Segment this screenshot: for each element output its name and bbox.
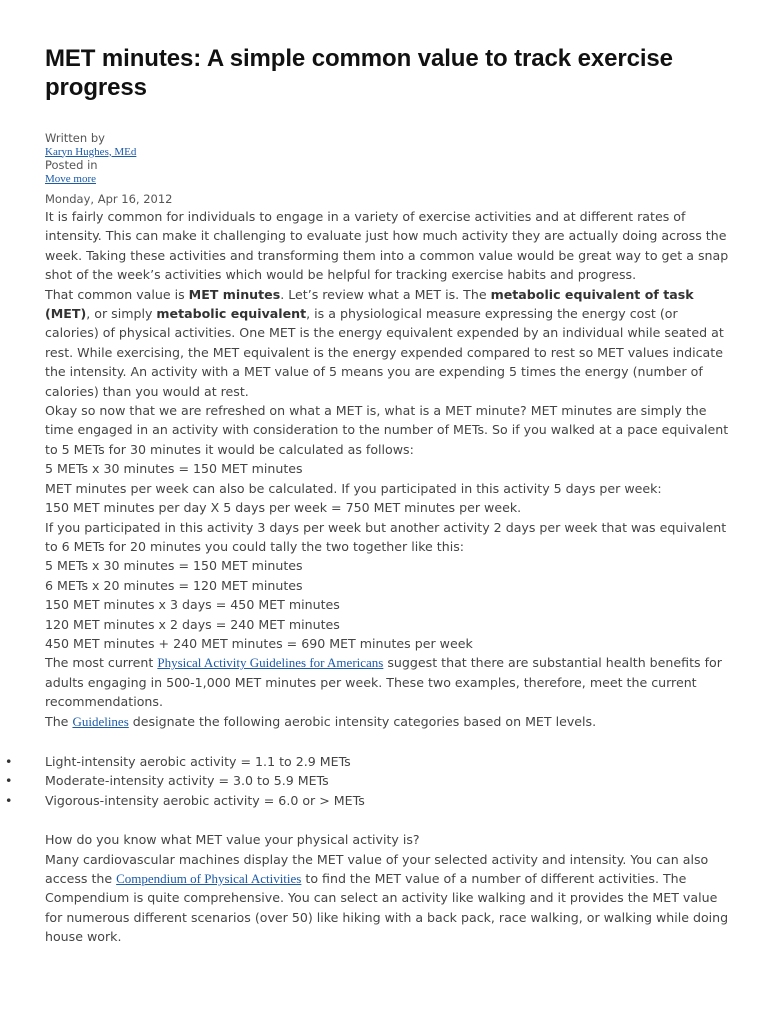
calculation-line: 5 METs x 30 minutes = 150 MET minutes	[45, 558, 303, 574]
bold-term: MET minutes	[188, 286, 281, 302]
category-link[interactable]: Move more	[45, 172, 97, 185]
article	[5, 44, 735, 947]
paragraph: It is fairly common for individuals to engage in a variety of exercise activities and at different rates of intensity. This can make it challenging to evaluate just how much activity they are actually doing across the week. Taking these activities and transforming them into a common value would be great way to get a snap shot of the week’s activities which would be helpful for tracking exercise habits and progress.	[45, 209, 729, 283]
article-title: MET minutes: A simple common value to track exercise progress	[45, 45, 673, 101]
paragraph: How do you know what MET value your physical activity is?	[45, 832, 420, 848]
list-item: • Moderate-intensity activity = 3.0 to 5.9 METs	[45, 771, 735, 790]
bullet-icon: •	[5, 753, 13, 769]
article-body	[5, 207, 735, 947]
paragraph: If you participated in this activity 3 days per week but another activity 2 days per week that was equivalent to 6 METs for 20 minutes you could tally the two together like this:	[45, 519, 727, 554]
intensity-list	[5, 752, 735, 810]
calculation-line: 5 METs x 30 minutes = 150 MET minutes	[45, 461, 303, 477]
written-by-label: Written by	[45, 131, 105, 145]
calculation-line: 6 METs x 20 minutes = 120 MET minutes	[45, 577, 303, 593]
bullet-icon: •	[5, 773, 13, 789]
article-meta	[45, 132, 735, 186]
author-link[interactable]: Karyn Hughes, MEd	[45, 145, 137, 158]
paragraph: That common value is MET minutes. Let’s review what a MET is. The metabolic equivalent of task (MET), or simply metabolic equivalent, is a physiological measure expressing the energy cost (or calories) of physical activities. One MET is the energy equivalent expended by an individual while seated at rest. While exercising, the MET equivalent is the energy expended compared to rest so MET values indicate the intensity. An activity with a MET value of 5 means you are expending 5 times the energy (number of calories) than you would at rest.	[45, 286, 724, 399]
paragraph: Many cardiovascular machines display the MET value of your selected activity and intensity. You can also access the Compendium of Physical Activities to find the MET value of a number of different activities. The Compendium is quite comprehensive. You can select an activity like walking and it provides the MET value for numerous different scenarios (over 50) like hiking with a back pack, race walking, or walking while doing house work.	[45, 851, 729, 945]
posted-in-label: Posted in	[45, 158, 98, 172]
paragraph: MET minutes per week can also be calculated. If you participated in this activity 5 days per week:	[45, 480, 662, 496]
paragraph: The Guidelines designate the following aerobic intensity categories based on MET levels.	[45, 713, 597, 729]
bold-term: metabolic equivalent of task (MET)	[45, 286, 694, 322]
calculation-line: 150 MET minutes x 3 days = 450 MET minutes	[45, 597, 340, 613]
calculation-line: 450 MET minutes + 240 MET minutes = 690 MET minutes per week	[45, 635, 473, 651]
paragraph: The most current Physical Activity Guidelines for Americans suggest that there are substantial health benefits for adults engaging in 500-1,000 MET minutes per week. These two examples, therefore, meet the current recommendations.	[45, 655, 722, 710]
calculation-line: 150 MET minutes per day X 5 days per week = 750 MET minutes per week.	[45, 500, 522, 516]
guidelines-for-americans-link[interactable]: Physical Activity Guidelines for Americans	[157, 655, 384, 671]
bullet-icon: •	[5, 792, 13, 808]
bold-term: metabolic equivalent	[156, 306, 307, 322]
list-item: • Vigorous-intensity aerobic activity = 6.0 or > METs	[45, 791, 735, 810]
calculation-line: 120 MET minutes x 2 days = 240 MET minutes	[45, 616, 340, 632]
guidelines-link[interactable]: Guidelines	[72, 713, 129, 729]
list-item: • Light-intensity aerobic activity = 1.1 to 2.9 METs	[45, 752, 735, 771]
compendium-link[interactable]: Compendium of Physical Activities	[116, 871, 302, 886]
publish-date: Monday, Apr 16, 2012	[45, 192, 173, 206]
paragraph: Okay so now that we are refreshed on what a MET is, what is a MET minute? MET minutes are simply the time engaged in an activity with consideration to the number of METs. So if you walked at a pace equivalent to 5 METs for 30 minutes it would be calculated as follows:	[45, 403, 729, 457]
